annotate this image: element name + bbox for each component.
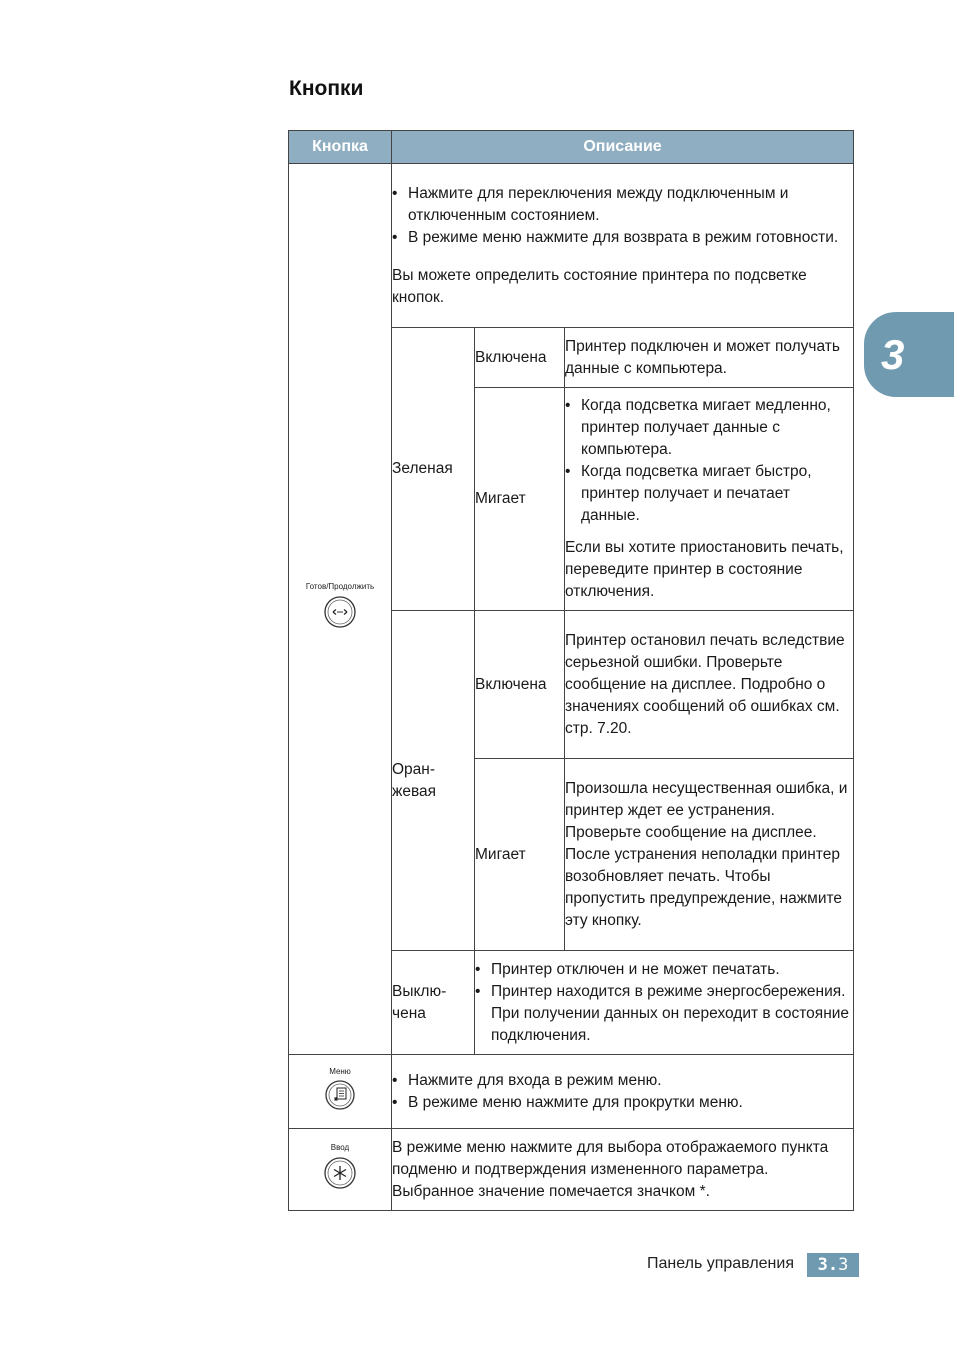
green-label: Зеленая bbox=[392, 328, 475, 611]
footer-section: Панель управления bbox=[647, 1255, 794, 1272]
page-title: Кнопки bbox=[289, 77, 364, 100]
enter-description: В режиме меню нажмите для выбора отображаемого пункта подменю и подтверждения измененного параметра. Выбранное значение помечается значком *. bbox=[392, 1129, 854, 1211]
list-item: • В режиме меню нажмите для прокрутки меню. bbox=[392, 1092, 853, 1114]
green-on-label: Включена bbox=[475, 328, 565, 388]
menu-button-cell bbox=[289, 1055, 392, 1129]
list-item: • В режиме меню нажмите для возврата в режим готовности. bbox=[392, 227, 853, 249]
enter-button-label: Ввод bbox=[330, 1142, 350, 1152]
orange-on-label: Включена bbox=[475, 611, 565, 759]
orange-blink-label: Мигает bbox=[475, 759, 565, 951]
ready-button-cell bbox=[289, 164, 392, 1055]
orange-label-line2: жевая bbox=[392, 782, 437, 800]
green-blink-note: Если вы хотите приостановить печать, переведите принтер в состояние отключения. bbox=[565, 539, 844, 600]
ready-description bbox=[392, 164, 854, 328]
green-blink-label: Мигает bbox=[475, 388, 565, 611]
orange-blink-text: Произошла несущественная ошибка, и принтер ждет ее устранения. Проверьте сообщение на дисплее. После устранения неполадки принтер возобновляет печать. Чтобы пропустить предупреждение, нажмите эту кнопку. bbox=[565, 759, 854, 951]
orange-label bbox=[392, 611, 475, 951]
ready-note: Вы можете определить состояние принтера по подсветке кнопок. bbox=[392, 266, 807, 306]
off-label bbox=[392, 951, 475, 1055]
orange-on-text: Принтер остановил печать вследствие серьезной ошибки. Проверьте сообщение на дисплее. Подробно о значениях сообщений об ошибках см. стр. 7.20. bbox=[565, 611, 854, 759]
enter-button-icon[interactable] bbox=[323, 1156, 357, 1197]
orange-label-line1: Оран- bbox=[392, 760, 436, 778]
list-item: • Принтер находится в режиме энергосбережения. При получении данных он переходит в состояние подключения. bbox=[475, 981, 853, 1047]
menu-button-icon[interactable] bbox=[323, 1080, 357, 1117]
enter-button-cell bbox=[289, 1129, 392, 1211]
ready-button-label: Готов/Продолжить bbox=[305, 582, 375, 591]
page-chapter: 3. bbox=[817, 1255, 839, 1275]
list-item: • Принтер отключен и не может печатать. bbox=[475, 959, 853, 981]
header-button: Кнопка bbox=[289, 131, 392, 164]
menu-button-label: Меню bbox=[329, 1066, 351, 1076]
buttons-table bbox=[288, 130, 854, 1211]
table-header-row bbox=[289, 131, 854, 164]
header-description: Описание bbox=[392, 131, 854, 164]
ready-continue-button-icon[interactable] bbox=[323, 595, 357, 636]
list-item: • Нажмите для входа в режим меню. bbox=[392, 1070, 853, 1092]
page-number-badge bbox=[807, 1253, 859, 1277]
list-item: • Нажмите для переключения между подключенным и отключенным состоянием. bbox=[392, 183, 853, 227]
menu-description bbox=[392, 1055, 854, 1129]
list-item: • Когда подсветка мигает быстро, принтер получает и печатает данные. bbox=[565, 461, 853, 527]
green-on-text: Принтер подключен и может получать данные с компьютера. bbox=[565, 328, 854, 388]
off-description bbox=[475, 951, 854, 1055]
chapter-tab: 3 bbox=[864, 312, 954, 397]
off-label-line1: Выклю- bbox=[392, 982, 447, 1000]
off-label-line2: чена bbox=[392, 1004, 426, 1022]
green-blink-description bbox=[565, 388, 854, 611]
page-number: 3 bbox=[838, 1255, 849, 1275]
list-item: • Когда подсветка мигает медленно, принтер получает данные с компьютера. bbox=[565, 395, 853, 461]
